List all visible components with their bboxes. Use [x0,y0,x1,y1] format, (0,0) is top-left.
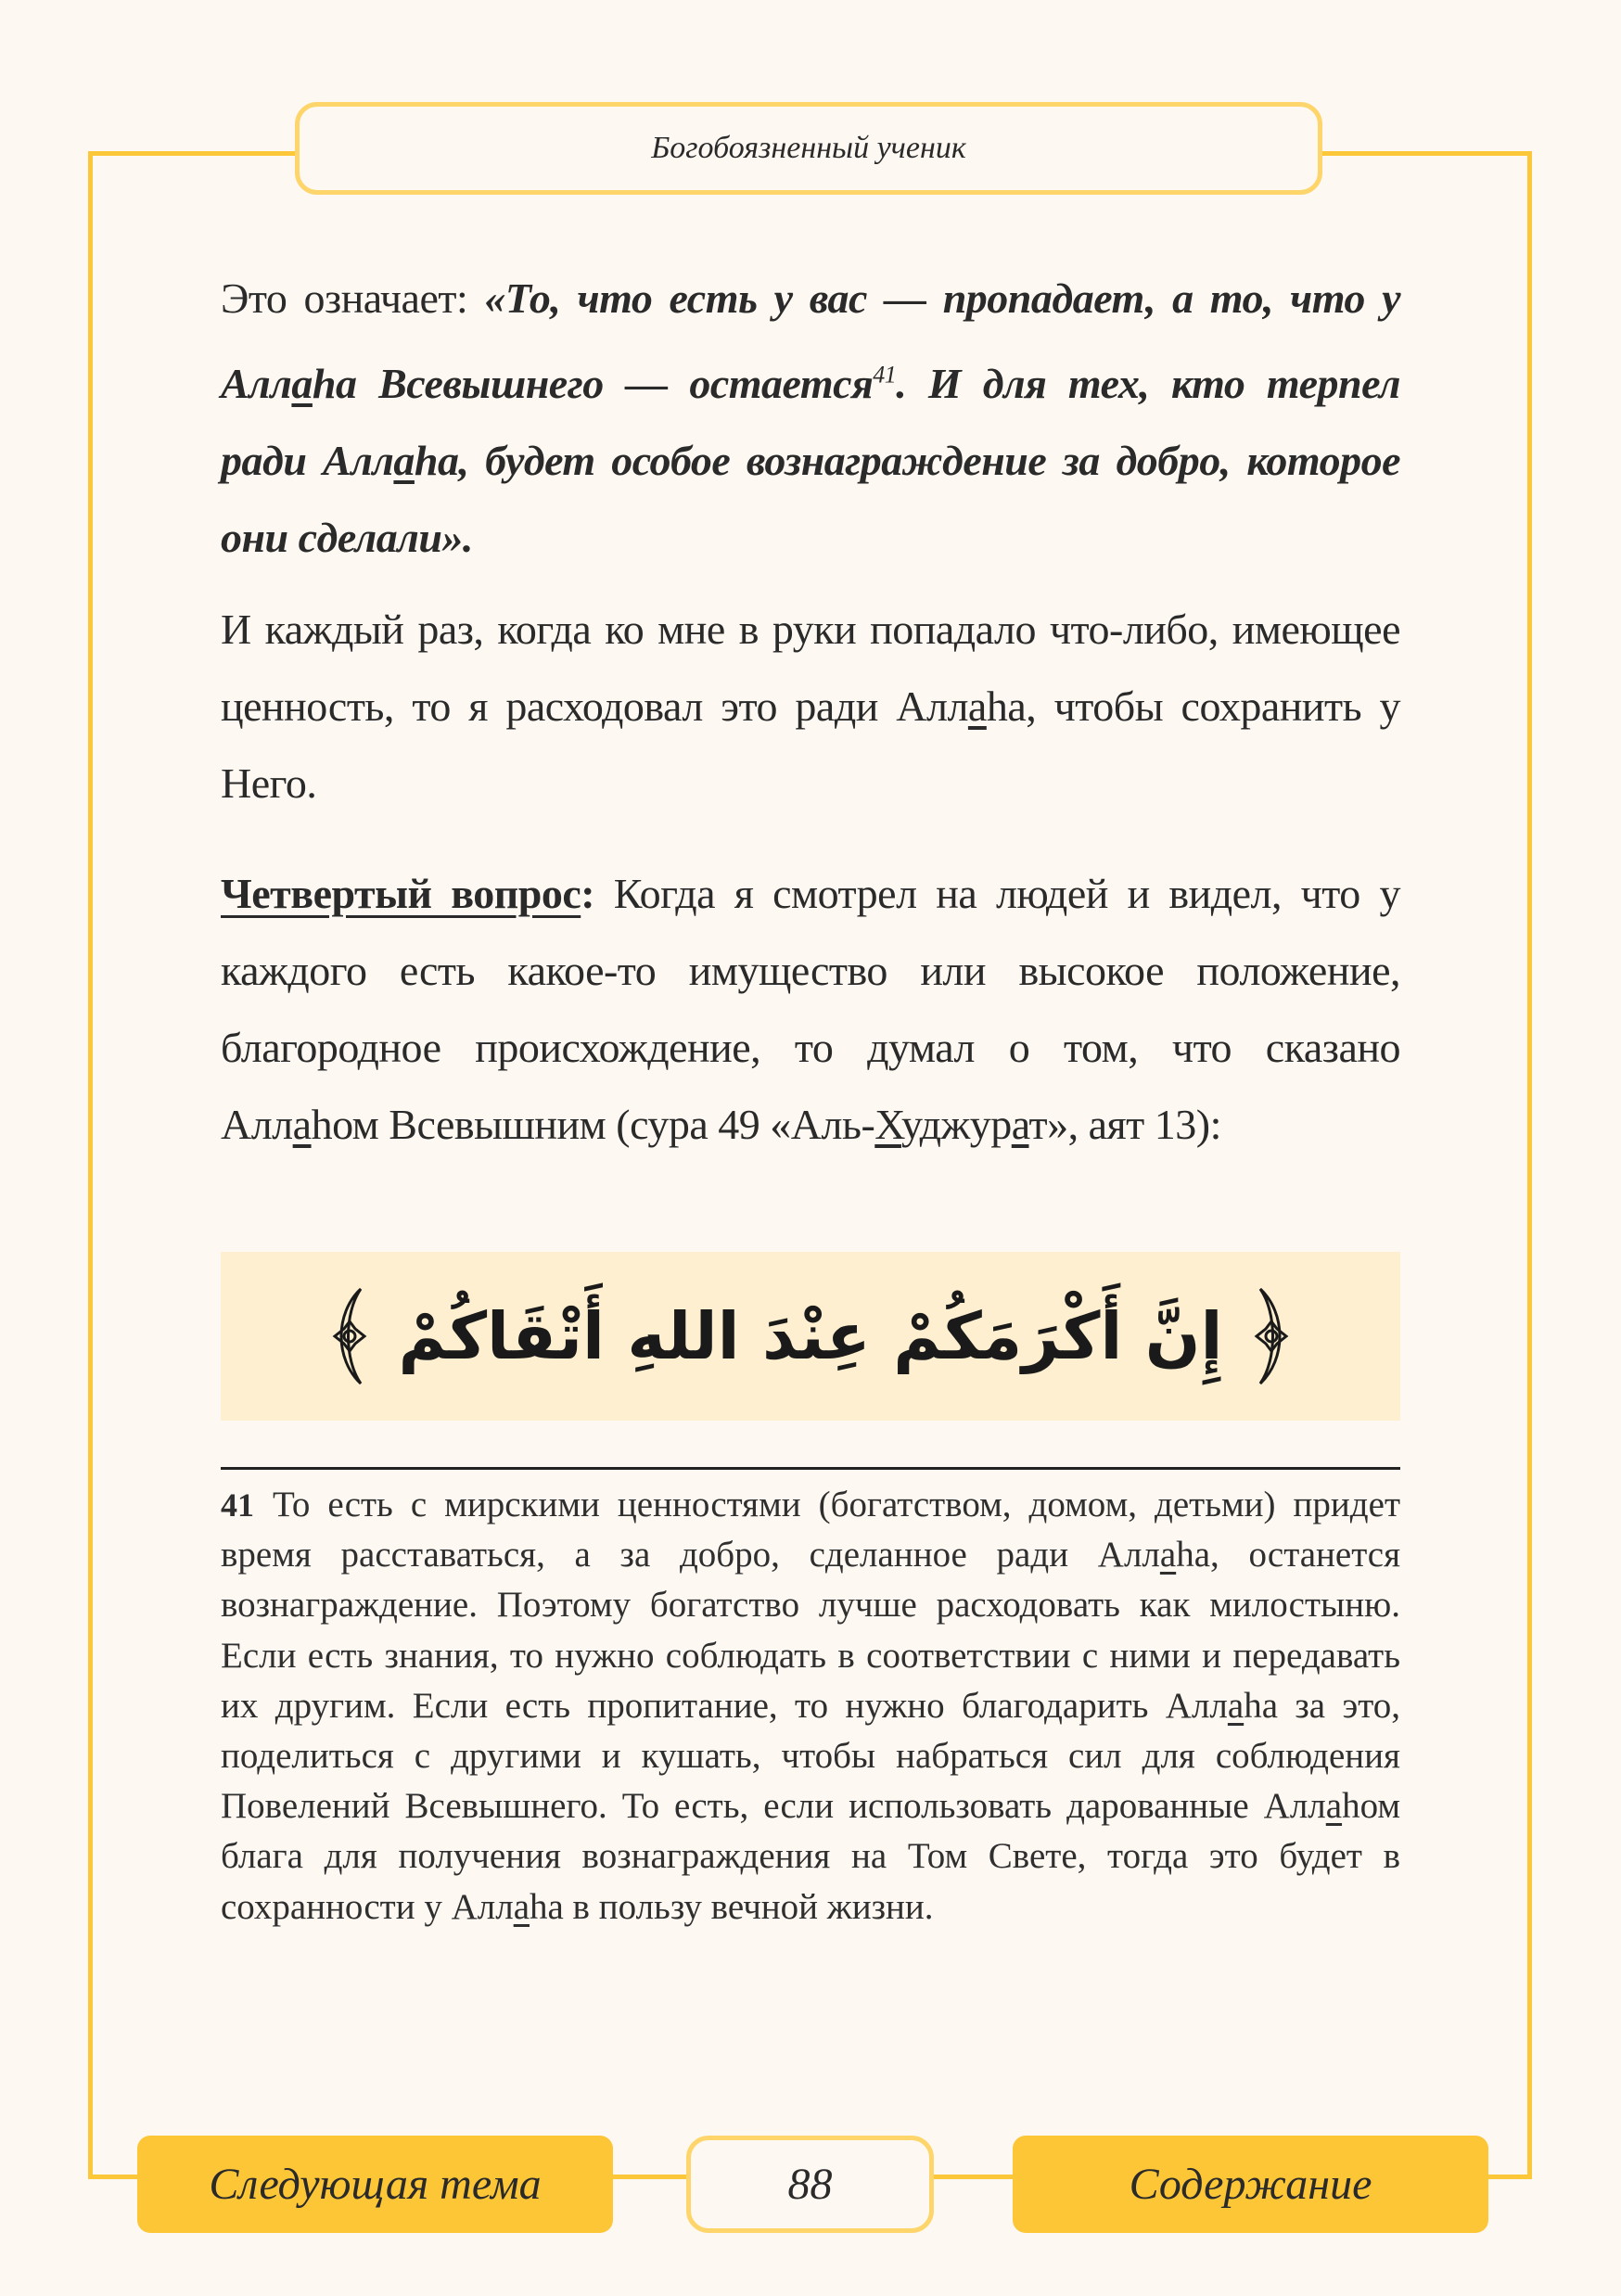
underlined-letter: a [291,360,313,408]
footnote-text: То есть с мирскими ценностями (богатством, домом, детьми) придет время расставаться, а за добро, сделанное ради Алл [221,1485,1400,1575]
underlined-letter: a [967,682,987,731]
book-title: Богобоязненный ученик [651,131,966,165]
page-number: 88 [787,2160,833,2209]
paragraph-spending [221,591,1400,822]
quote-part: hа, будет особое вознаграждение за добро, которое они сделали». [221,437,1400,562]
text-part: hом Всевышним (сура 49 «Аль- [311,1101,875,1149]
section-heading: Четвертый вопрос [221,870,581,918]
quote-part: . И для тех, кто терпел ради Алл [221,360,1400,485]
page-number-box [686,2136,934,2233]
text-part: уджур [900,1101,1012,1149]
footnote-ref[interactable]: 41 [873,362,897,389]
table-of-contents-label: Содержание [1129,2160,1372,2209]
underlined-letter: Х [874,1101,901,1149]
table-of-contents-button[interactable] [1013,2136,1488,2233]
underlined-letter: a [513,1886,530,1927]
main-content [221,260,1400,1163]
footnote [221,1480,1400,1932]
ayah-end-ornament-icon [331,1285,377,1387]
paragraph-fourth-question [221,855,1400,1163]
quote-part: hа Всевышнего — остается [312,360,874,408]
underlined-letter: a [292,1101,312,1149]
text-part: Когда я смотрел на людей и видел, что у каждого есть какое-то имущество или высокое положение, благородное происхождение, то думал о том, что сказано Алл [221,870,1400,1149]
text-part: hа, чтобы сохранить у Него. [221,682,1400,808]
quote-part: «То, что есть у вас — пропадает, а то, что у Алл [221,274,1400,408]
underlined-letter: а [1011,1101,1029,1149]
footnote-divider [221,1467,1400,1470]
footnote-text: hа за это, поделиться с другими и кушать, чтобы набраться сил для соблюдения Повелений Всевышнего. То есть, если использовать дарованные Алл [221,1685,1400,1827]
text-part: т», аят 13): [1028,1101,1221,1149]
underlined-letter: a [1325,1786,1343,1827]
next-topic-button[interactable] [137,2136,613,2233]
ayah-box [221,1252,1400,1421]
text-part: И каждый раз, когда ко мне в руки попадало что-либо, имеющее ценность, то я расходовал это ради Алл [221,606,1400,731]
heading-colon: : [581,870,595,918]
ayah-start-ornament-icon [1244,1285,1290,1387]
paragraph-lead: Это означает: [221,274,485,322]
footnote-text: hом блага для получения вознаграждения на Том Свете, тогда это будет в сохранности у Алл [221,1786,1400,1927]
next-topic-label: Следующая тема [209,2160,542,2209]
footnote-text: hа, останется вознаграждение. Поэтому богатство лучше расходовать как милостыню. Если есть знания, то нужно соблюдать в соответствии с ними и передавать их другим. Если есть пропитание, то нужно благодарить Алл [221,1535,1401,1726]
book-title-header [295,102,1322,195]
underlined-letter: a [1159,1535,1177,1575]
footnote-number: 41 [221,1486,254,1524]
paragraph-quote [221,260,1400,576]
underlined-letter: a [393,437,415,485]
ayah-text: إِنَّ أَكْرَمَكُمْ عِنْدَ اللهِ أَتْقَاكُمْ [398,1298,1223,1374]
footnote-text: hа в пользу вечной жизни. [530,1886,934,1927]
underlined-letter: a [1227,1685,1244,1726]
